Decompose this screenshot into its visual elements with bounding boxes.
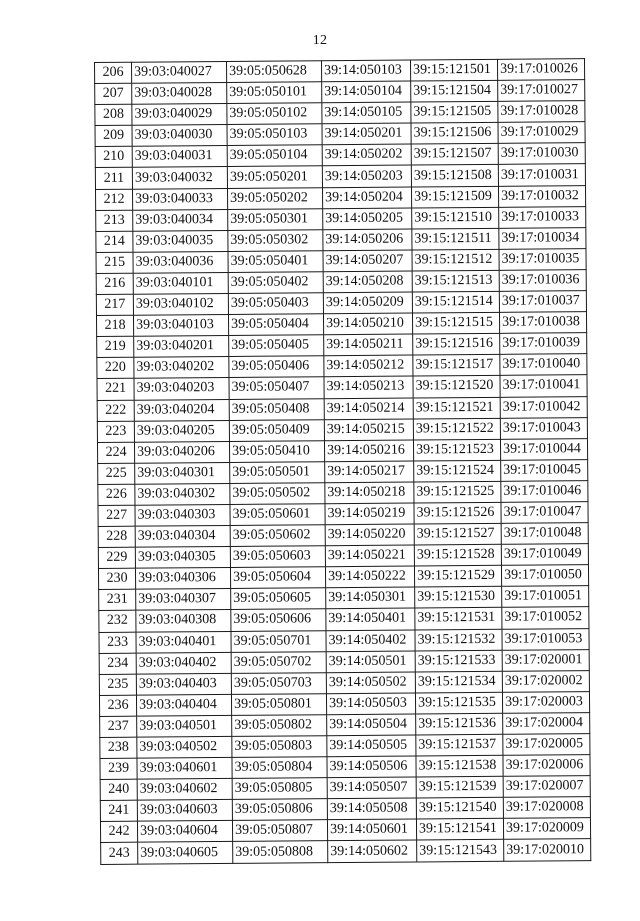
code-39-15-cell: 39:15:121527: [414, 523, 501, 545]
code-39-15-cell: 39:15:121524: [414, 460, 501, 482]
code-39-03-cell: 39:03:040404: [136, 694, 231, 716]
code-39-03-cell: 39:03:040302: [135, 483, 230, 505]
code-39-05-cell: 39:05:050301: [228, 208, 323, 230]
code-39-03-cell: 39:03:040033: [132, 188, 227, 210]
code-39-05-cell: 39:05:050407: [229, 377, 324, 399]
code-39-05-cell: 39:05:050408: [229, 398, 324, 420]
row-number-cell: 214: [96, 231, 133, 252]
row-number-cell: 236: [99, 695, 136, 716]
row-number-cell: 206: [95, 62, 132, 83]
code-39-17-cell: 39:17:020006: [503, 755, 590, 777]
code-39-05-cell: 39:05:050702: [231, 651, 326, 673]
code-39-14-cell: 39:14:050104: [322, 81, 411, 103]
code-39-17-cell: 39:17:020007: [503, 776, 590, 798]
code-39-03-cell: 39:03:040032: [132, 167, 227, 189]
code-39-03-cell: 39:03:040203: [134, 378, 229, 400]
code-39-14-cell: 39:14:050501: [326, 651, 415, 673]
row-number-cell: 239: [100, 758, 137, 779]
code-39-05-cell: 39:05:050202: [227, 187, 322, 209]
row-number-cell: 207: [95, 83, 132, 104]
code-39-03-cell: 39:03:040402: [136, 652, 231, 674]
code-39-05-cell: 39:05:050807: [232, 820, 327, 842]
code-39-14-cell: 39:14:050207: [323, 250, 412, 272]
code-39-03-cell: 39:03:040031: [132, 146, 227, 168]
code-39-17-cell: 39:17:010050: [501, 565, 588, 587]
code-39-17-cell: 39:17:010040: [500, 354, 587, 376]
row-number-cell: 242: [100, 822, 137, 843]
code-39-05-cell: 39:05:050302: [228, 229, 323, 251]
code-39-14-cell: 39:14:050502: [326, 672, 415, 694]
code-39-17-cell: 39:17:010035: [499, 248, 586, 270]
code-39-14-cell: 39:14:050208: [323, 271, 412, 293]
code-39-05-cell: 39:05:050406: [229, 356, 324, 378]
code-39-03-cell: 39:03:040102: [133, 293, 228, 315]
code-39-05-cell: 39:05:050806: [232, 799, 327, 821]
code-39-15-cell: 39:15:121513: [412, 270, 499, 292]
code-39-17-cell: 39:17:010052: [502, 607, 589, 629]
code-39-15-cell: 39:15:121534: [415, 671, 502, 693]
row-number-cell: 231: [99, 590, 136, 611]
code-39-14-cell: 39:14:050401: [326, 608, 415, 630]
code-39-15-cell: 39:15:121515: [412, 312, 499, 334]
code-39-14-cell: 39:14:050210: [323, 313, 412, 335]
code-39-03-cell: 39:03:040304: [135, 526, 230, 548]
code-39-15-cell: 39:15:121509: [411, 186, 498, 208]
code-39-15-cell: 39:15:121537: [416, 734, 503, 756]
code-39-05-cell: 39:05:050201: [227, 166, 322, 188]
code-39-14-cell: 39:14:050506: [327, 756, 416, 778]
code-39-15-cell: 39:15:121507: [411, 144, 498, 166]
code-39-14-cell: 39:14:050301: [326, 587, 415, 609]
code-39-05-cell: 39:05:050604: [230, 567, 325, 589]
code-39-15-cell: 39:15:121506: [411, 123, 498, 145]
code-39-14-cell: 39:14:050217: [325, 461, 414, 483]
code-39-15-cell: 39:15:121535: [415, 692, 502, 714]
code-39-15-cell: 39:15:121514: [412, 291, 499, 313]
code-39-05-cell: 39:05:050410: [229, 440, 324, 462]
code-39-15-cell: 39:15:121508: [411, 165, 498, 187]
code-39-14-cell: 39:14:050221: [325, 545, 414, 567]
code-39-05-cell: 39:05:050605: [231, 588, 326, 610]
code-39-03-cell: 39:03:040308: [136, 610, 231, 632]
code-39-05-cell: 39:05:050803: [232, 736, 327, 758]
row-number-cell: 234: [99, 653, 136, 674]
code-39-05-cell: 39:05:050703: [231, 672, 326, 694]
code-39-15-cell: 39:15:121543: [417, 840, 504, 862]
code-39-05-cell: 39:05:050103: [227, 124, 322, 146]
code-39-05-cell: 39:05:050104: [227, 145, 322, 167]
code-39-17-cell: 39:17:010045: [501, 459, 588, 481]
code-39-03-cell: 39:03:040202: [134, 357, 229, 379]
code-39-03-cell: 39:03:040027: [132, 61, 227, 83]
code-39-17-cell: 39:17:010046: [501, 481, 588, 503]
code-39-03-cell: 39:03:040305: [135, 547, 230, 569]
row-number-cell: 222: [97, 400, 134, 421]
code-39-05-cell: 39:05:050404: [228, 314, 323, 336]
code-39-14-cell: 39:14:050211: [324, 334, 413, 356]
code-39-15-cell: 39:15:121505: [411, 102, 498, 124]
code-39-03-cell: 39:03:040401: [136, 631, 231, 653]
code-39-03-cell: 39:03:040601: [137, 758, 232, 780]
code-39-17-cell: 39:17:010041: [500, 375, 587, 397]
code-39-14-cell: 39:14:050216: [324, 440, 413, 462]
code-39-05-cell: 39:05:050805: [232, 778, 327, 800]
row-number-cell: 225: [98, 463, 135, 484]
row-number-cell: 221: [97, 379, 134, 400]
code-39-14-cell: 39:14:050504: [327, 714, 416, 736]
code-39-05-cell: 39:05:050403: [228, 293, 323, 315]
row-number-cell: 219: [97, 336, 134, 357]
page-number: 12: [312, 33, 328, 48]
code-39-17-cell: 39:17:010038: [499, 312, 586, 334]
code-39-15-cell: 39:15:121532: [415, 629, 502, 651]
code-39-03-cell: 39:03:040403: [136, 673, 231, 695]
code-39-17-cell: 39:17:010053: [502, 628, 589, 650]
code-39-05-cell: 39:05:050603: [230, 546, 325, 568]
row-number-cell: 241: [100, 800, 137, 821]
code-39-03-cell: 39:03:040501: [137, 715, 232, 737]
code-39-03-cell: 39:03:040029: [132, 104, 227, 126]
row-number-cell: 212: [95, 189, 132, 210]
row-number-cell: 215: [96, 252, 133, 273]
code-39-05-cell: 39:05:050801: [231, 694, 326, 716]
code-39-15-cell: 39:15:121510: [412, 207, 499, 229]
code-39-15-cell: 39:15:121520: [413, 376, 500, 398]
code-39-03-cell: 39:03:040034: [133, 209, 228, 231]
row-number-cell: 233: [99, 632, 136, 653]
code-39-15-cell: 39:15:121540: [416, 798, 503, 820]
code-39-14-cell: 39:14:050218: [325, 482, 414, 504]
code-39-05-cell: 39:05:050409: [229, 419, 324, 441]
code-39-17-cell: 39:17:010032: [498, 185, 585, 207]
code-39-17-cell: 39:17:010039: [500, 333, 587, 355]
code-39-14-cell: 39:14:050204: [322, 187, 411, 209]
code-39-05-cell: 39:05:050606: [231, 609, 326, 631]
row-number-cell: 211: [95, 168, 132, 189]
code-39-05-cell: 39:05:050701: [231, 630, 326, 652]
code-39-05-cell: 39:05:050601: [230, 504, 325, 526]
code-39-05-cell: 39:05:050405: [229, 335, 324, 357]
code-39-17-cell: 39:17:020001: [502, 649, 589, 671]
code-39-05-cell: 39:05:050101: [227, 82, 322, 104]
code-39-17-cell: 39:17:010028: [498, 101, 585, 123]
code-39-14-cell: 39:14:050507: [327, 777, 416, 799]
code-39-05-cell: 39:05:050628: [226, 61, 321, 83]
code-39-17-cell: 39:17:010036: [499, 270, 586, 292]
row-number-cell: 218: [96, 315, 133, 336]
code-39-14-cell: 39:14:050203: [322, 165, 411, 187]
code-39-03-cell: 39:03:040306: [135, 568, 230, 590]
code-39-03-cell: 39:03:040502: [137, 736, 232, 758]
code-39-17-cell: 39:17:020002: [502, 670, 589, 692]
row-number-cell: 209: [95, 125, 132, 146]
row-number-cell: 220: [97, 358, 134, 379]
code-39-15-cell: 39:15:121522: [413, 418, 500, 440]
code-39-05-cell: 39:05:050401: [228, 251, 323, 273]
code-39-15-cell: 39:15:121536: [416, 713, 503, 735]
cadastral-table: [94, 58, 591, 864]
code-39-17-cell: 39:17:010051: [502, 586, 589, 608]
code-39-15-cell: 39:15:121511: [412, 228, 499, 250]
code-39-03-cell: 39:03:040603: [137, 800, 232, 822]
row-number-cell: 227: [98, 505, 135, 526]
code-39-14-cell: 39:14:050202: [322, 144, 411, 166]
code-39-14-cell: 39:14:050103: [321, 60, 410, 82]
code-39-15-cell: 39:15:121526: [414, 502, 501, 524]
code-39-14-cell: 39:14:050205: [323, 208, 412, 230]
table-row: [101, 839, 591, 864]
code-39-15-cell: 39:15:121525: [414, 481, 501, 503]
code-39-14-cell: 39:14:050220: [325, 524, 414, 546]
row-number-cell: 224: [97, 442, 134, 463]
row-number-cell: 238: [100, 737, 137, 758]
code-39-03-cell: 39:03:040307: [136, 589, 231, 611]
row-number-cell: 210: [95, 147, 132, 168]
code-39-03-cell: 39:03:040205: [134, 420, 229, 442]
code-39-14-cell: 39:14:050201: [322, 123, 411, 145]
code-39-15-cell: 39:15:121541: [416, 819, 503, 841]
code-39-03-cell: 39:03:040605: [138, 842, 233, 864]
code-39-17-cell: 39:17:020005: [503, 734, 590, 756]
table-body: [95, 59, 591, 864]
code-39-17-cell: 39:17:020010: [504, 839, 591, 861]
code-39-17-cell: 39:17:010034: [499, 227, 586, 249]
code-39-05-cell: 39:05:050102: [227, 103, 322, 125]
code-39-03-cell: 39:03:040030: [132, 125, 227, 147]
code-39-03-cell: 39:03:040028: [132, 83, 227, 105]
code-39-03-cell: 39:03:040101: [133, 272, 228, 294]
code-39-17-cell: 39:17:010033: [499, 206, 586, 228]
code-39-17-cell: 39:17:010031: [498, 164, 585, 186]
code-39-15-cell: 39:15:121531: [415, 608, 502, 630]
code-39-14-cell: 39:14:050601: [327, 819, 416, 841]
row-number-cell: 217: [96, 294, 133, 315]
code-39-03-cell: 39:03:040301: [135, 462, 230, 484]
code-39-15-cell: 39:15:121501: [410, 59, 497, 81]
code-39-03-cell: 39:03:040036: [133, 251, 228, 273]
code-39-15-cell: 39:15:121539: [416, 776, 503, 798]
code-39-14-cell: 39:14:050505: [327, 735, 416, 757]
row-number-cell: 216: [96, 273, 133, 294]
code-39-17-cell: 39:17:010043: [500, 417, 587, 439]
code-39-03-cell: 39:03:040103: [133, 315, 228, 337]
code-39-14-cell: 39:14:050508: [327, 798, 416, 820]
code-39-03-cell: 39:03:040206: [134, 441, 229, 463]
code-39-17-cell: 39:17:010027: [498, 80, 585, 102]
code-39-05-cell: 39:05:050808: [233, 841, 328, 863]
code-39-15-cell: 39:15:121504: [411, 80, 498, 102]
code-39-17-cell: 39:17:010044: [500, 438, 587, 460]
code-39-17-cell: 39:17:010037: [499, 291, 586, 313]
code-39-17-cell: 39:17:020004: [503, 713, 590, 735]
code-39-15-cell: 39:15:121530: [415, 587, 502, 609]
code-39-17-cell: 39:17:010049: [501, 544, 588, 566]
code-39-03-cell: 39:03:040201: [134, 336, 229, 358]
code-39-03-cell: 39:03:040035: [133, 230, 228, 252]
code-39-14-cell: 39:14:050105: [322, 102, 411, 124]
row-number-cell: 237: [100, 716, 137, 737]
code-39-03-cell: 39:03:040602: [137, 779, 232, 801]
code-39-14-cell: 39:14:050222: [325, 566, 414, 588]
code-39-03-cell: 39:03:040204: [134, 399, 229, 421]
row-number-cell: 226: [98, 484, 135, 505]
row-number-cell: 235: [99, 674, 136, 695]
code-39-14-cell: 39:14:050206: [323, 229, 412, 251]
code-39-05-cell: 39:05:050501: [230, 461, 325, 483]
code-39-14-cell: 39:14:050212: [324, 355, 413, 377]
row-number-cell: 232: [99, 611, 136, 632]
code-39-17-cell: 39:17:010030: [498, 143, 585, 165]
row-number-cell: 240: [100, 779, 137, 800]
code-39-15-cell: 39:15:121538: [416, 755, 503, 777]
code-39-17-cell: 39:17:010026: [497, 59, 584, 81]
code-39-14-cell: 39:14:050213: [324, 376, 413, 398]
code-39-17-cell: 39:17:010048: [501, 523, 588, 545]
row-number-cell: 208: [95, 104, 132, 125]
code-39-14-cell: 39:14:050219: [325, 503, 414, 525]
row-number-cell: 213: [96, 210, 133, 231]
code-39-15-cell: 39:15:121512: [412, 249, 499, 271]
code-39-14-cell: 39:14:050602: [328, 840, 417, 862]
code-39-14-cell: 39:14:050214: [324, 398, 413, 420]
row-number-cell: 228: [98, 526, 135, 547]
row-number-cell: 230: [98, 568, 135, 589]
code-39-14-cell: 39:14:050503: [326, 693, 415, 715]
code-39-15-cell: 39:15:121523: [413, 439, 500, 461]
code-39-14-cell: 39:14:050209: [323, 292, 412, 314]
code-39-03-cell: 39:03:040604: [137, 821, 232, 843]
row-number-cell: 223: [97, 421, 134, 442]
code-39-05-cell: 39:05:050804: [232, 757, 327, 779]
code-39-03-cell: 39:03:040303: [135, 504, 230, 526]
code-39-05-cell: 39:05:050502: [230, 483, 325, 505]
code-39-15-cell: 39:15:121533: [415, 650, 502, 672]
code-39-17-cell: 39:17:020009: [503, 818, 590, 840]
row-number-cell: 229: [98, 547, 135, 568]
code-39-14-cell: 39:14:050402: [326, 630, 415, 652]
code-39-17-cell: 39:17:010029: [498, 122, 585, 144]
code-39-05-cell: 39:05:050602: [230, 525, 325, 547]
code-39-15-cell: 39:15:121528: [414, 544, 501, 566]
code-39-05-cell: 39:05:050802: [232, 715, 327, 737]
code-39-15-cell: 39:15:121521: [413, 397, 500, 419]
code-39-15-cell: 39:15:121529: [414, 566, 501, 588]
code-39-15-cell: 39:15:121517: [413, 355, 500, 377]
code-39-15-cell: 39:15:121516: [413, 334, 500, 356]
code-39-14-cell: 39:14:050215: [324, 419, 413, 441]
row-number-cell: 243: [101, 843, 138, 864]
code-39-05-cell: 39:05:050402: [228, 272, 323, 294]
code-39-17-cell: 39:17:010047: [501, 502, 588, 524]
code-39-17-cell: 39:17:020003: [502, 691, 589, 713]
code-39-17-cell: 39:17:010042: [500, 396, 587, 418]
code-39-17-cell: 39:17:020008: [503, 797, 590, 819]
